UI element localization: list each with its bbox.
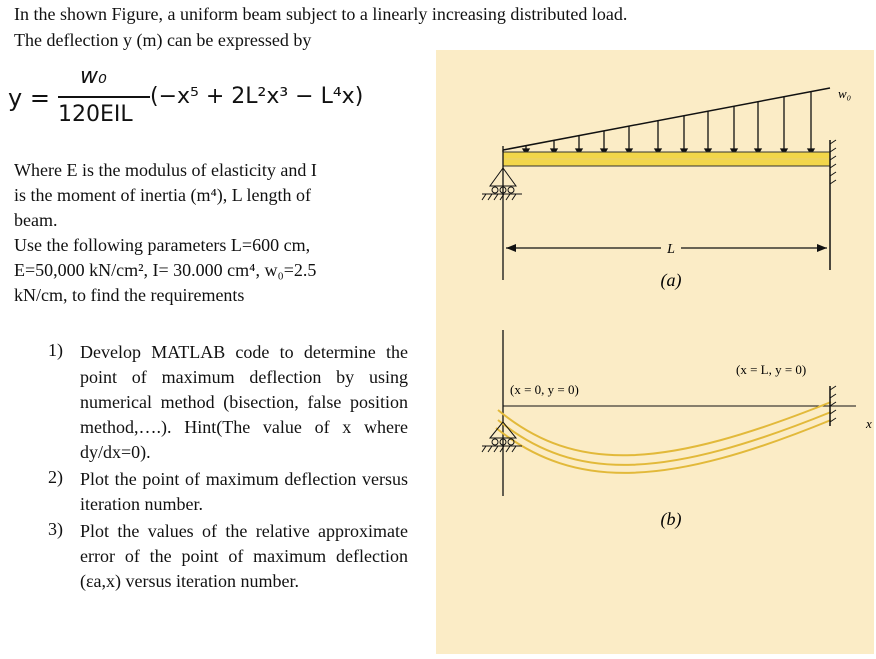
length-label: L	[667, 242, 675, 257]
description	[14, 158, 414, 308]
x-axis-label: x	[866, 416, 872, 431]
equation-numerator: w₀	[80, 64, 107, 89]
ground-hatch	[482, 446, 516, 452]
description-line: kN/cm, to find the requirements	[14, 285, 245, 305]
requirements-list	[48, 340, 408, 596]
pin-support-icon	[482, 168, 522, 200]
roller-circle	[508, 187, 514, 193]
description-line: Where E is the modulus of elasticity and I	[14, 160, 317, 180]
dimension-arrow-right-icon	[817, 244, 827, 252]
requirement-number: 2)	[48, 467, 63, 487]
roller-circle	[492, 439, 498, 445]
roller-circle	[492, 187, 498, 193]
description-line: is the moment of inertia (m⁴), L length of	[14, 185, 312, 205]
description-line: Use the following parameters L=600 cm,	[14, 235, 311, 255]
requirement-text: Develop MATLAB code to determine the point of maximum deflection by using numerical method (bisection, false position method,….). Hint(The value of x where dy/dx=0).	[80, 342, 408, 462]
load-top-line	[503, 88, 830, 150]
requirement-number: 3)	[48, 519, 63, 539]
dimension-arrow-left-icon	[506, 244, 516, 252]
equation-denominator: 120EIL	[58, 102, 133, 127]
right-boundary-condition: (x = L, y = 0)	[736, 362, 807, 377]
wall-hatch-b-icon	[830, 386, 836, 422]
requirement-item	[48, 340, 408, 465]
figure-panel	[436, 50, 874, 654]
deflected-beam	[496, 402, 831, 473]
description-line: E=50,000 kN/cm², I= 30.000 cm⁴, w₀=2.5	[14, 260, 317, 280]
figure-b	[482, 330, 872, 530]
load-label: w₀	[838, 86, 852, 101]
figure-a	[482, 86, 851, 291]
load-arrows	[503, 92, 814, 154]
ground-hatch	[482, 194, 516, 200]
requirement-text: Plot the point of maximum deflection versus iteration number.	[80, 469, 408, 514]
deflected-beam-edge	[496, 420, 831, 473]
requirement-item	[48, 519, 408, 594]
intro-line-2: The deflection y (m) can be expressed by	[14, 30, 312, 50]
caption-b: (b)	[660, 509, 682, 529]
deflected-beam-edge	[498, 402, 831, 455]
left-boundary-condition: (x = 0, y = 0)	[510, 382, 579, 397]
caption-a: (a)	[660, 270, 682, 290]
pin-support-b-icon	[482, 422, 522, 452]
wall-hatch-icon	[830, 140, 836, 184]
fraction-bar	[58, 96, 150, 98]
equation-rhs: (−x⁵ + 2L²x³ − L⁴x)	[150, 84, 364, 109]
requirement-text: Plot the values of the relative approximate error of the point of maximum deflection (εa,x) versus iteration number.	[80, 521, 408, 591]
equation-lhs: y =	[8, 84, 50, 112]
requirement-item	[48, 467, 408, 517]
requirement-number: 1)	[48, 340, 63, 360]
intro-line-1: In the shown Figure, a uniform beam subject to a linearly increasing distributed load.	[14, 4, 628, 24]
beam-figure	[436, 50, 874, 654]
description-line: beam.	[14, 210, 58, 230]
